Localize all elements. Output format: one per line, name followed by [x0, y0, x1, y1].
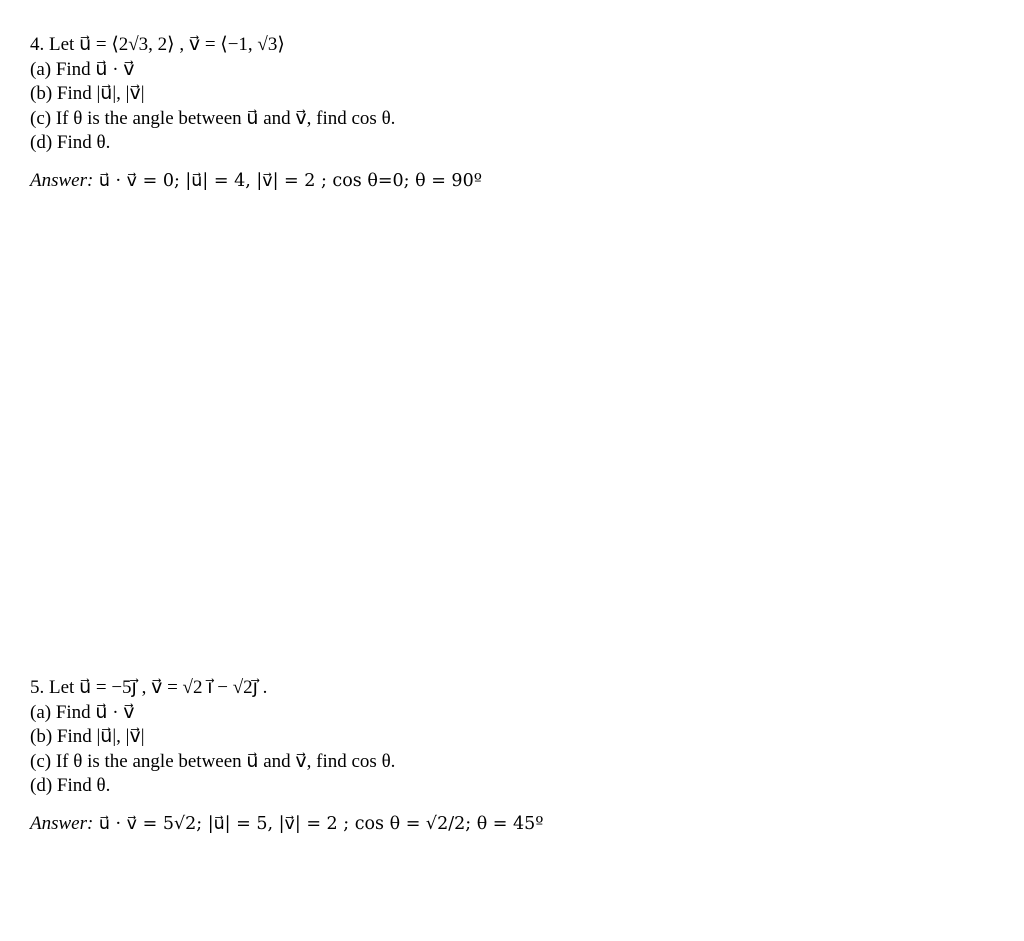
problem-5-answer-text: u⃗ · v⃗ = 5√2; |u⃗| = 5, |v⃗| = 2 ; cos θ = √2/2; θ = 45º	[93, 813, 544, 834]
problem-5-statement: 5. Let u⃗ = −5ȷ⃗ , v⃗ = √2 ı⃗ − √2ȷ⃗ .	[30, 677, 268, 698]
problem-4-part-b: (b) Find |u⃗|, |v⃗|	[30, 83, 145, 104]
problem-5-answer	[30, 812, 544, 837]
problem-4-answer	[30, 169, 482, 194]
problem-4-part-c: (c) If θ is the angle between u⃗ and v⃗, find cos θ.	[30, 107, 396, 129]
problem-5-part-a: (a) Find u⃗ · v⃗	[30, 701, 135, 723]
problem-4-statement: 4. Let u⃗ = ⟨2√3, 2⟩ , v⃗ = ⟨−1, √3⟩	[30, 34, 285, 55]
problem-4-answer-label: Answer:	[30, 169, 94, 191]
problem-5-part-c: (c) If θ is the angle between u⃗ and v⃗, find cos θ.	[30, 750, 396, 772]
problem-5	[30, 676, 544, 836]
problem-4-part-d: (d) Find θ.	[30, 132, 111, 153]
problem-4-answer-text: u⃗ · v⃗ = 0; |u⃗| = 4, |v⃗| = 2 ; cos θ=0; θ = 90º	[93, 170, 482, 191]
problem-4	[30, 33, 482, 193]
problem-5-answer-label: Answer:	[30, 812, 94, 834]
problem-4-part-a: (a) Find u⃗ · v⃗	[30, 58, 135, 80]
problem-5-part-d: (d) Find θ.	[30, 775, 111, 796]
problem-5-part-b: (b) Find |u⃗|, |v⃗|	[30, 726, 145, 747]
